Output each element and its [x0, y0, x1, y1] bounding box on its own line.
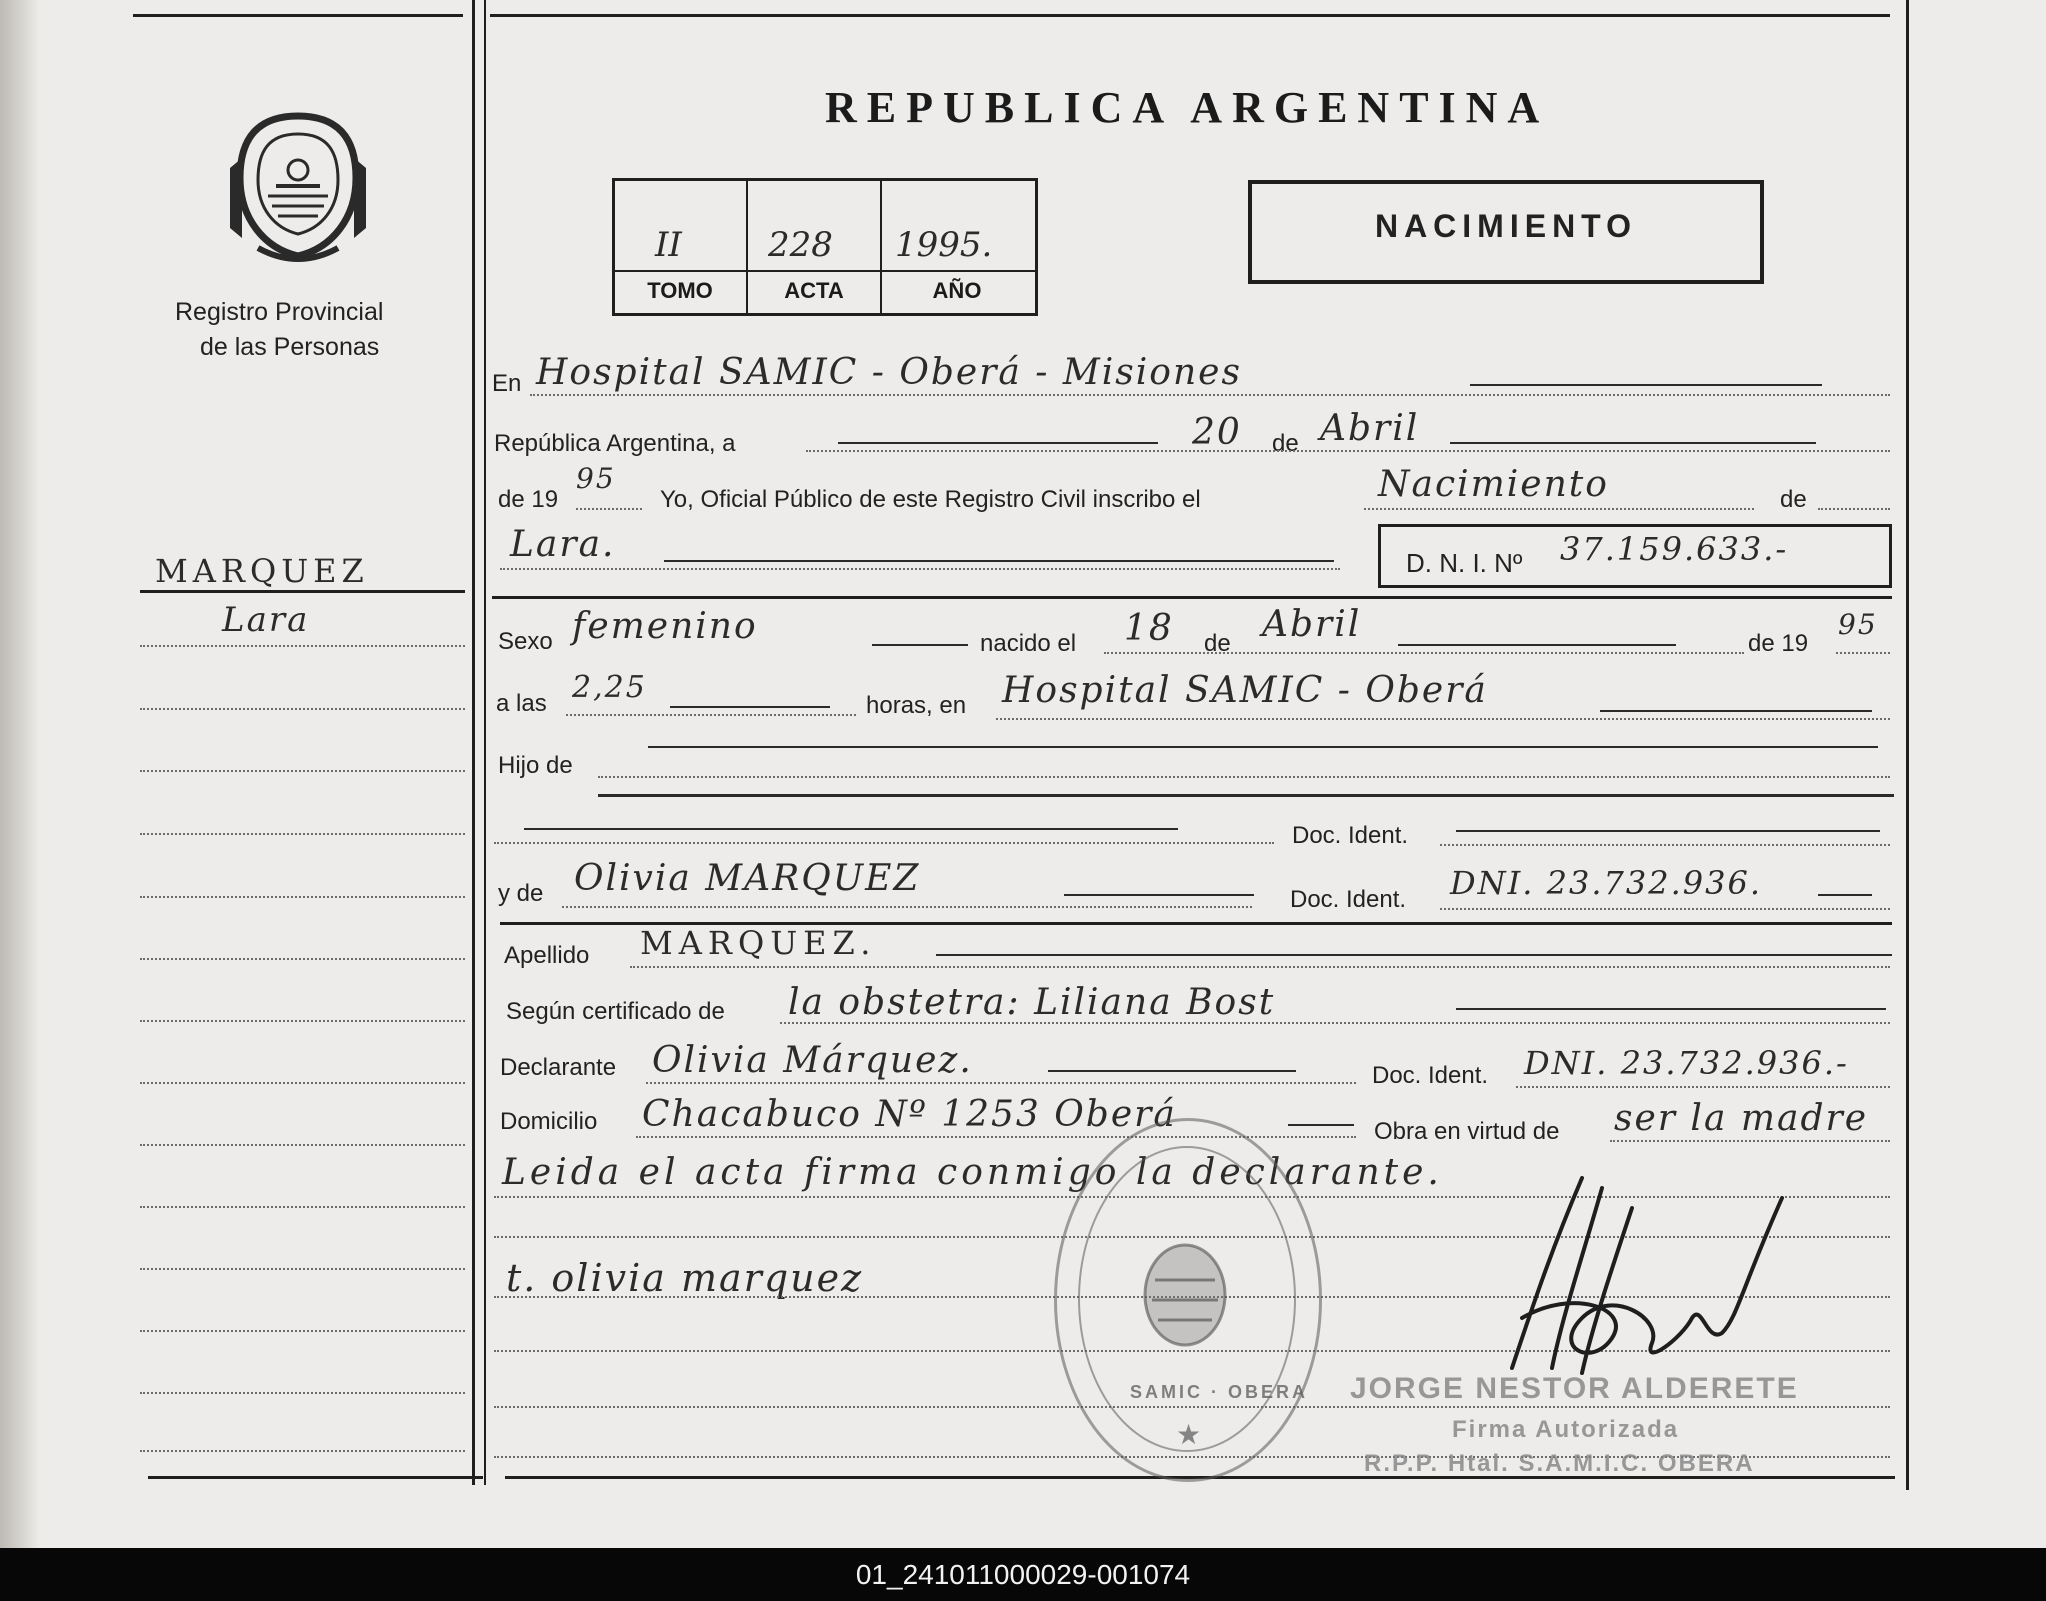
doc-ident-label: Doc. Ident.	[1290, 886, 1407, 913]
dotted-line	[576, 508, 642, 510]
margin-divider	[472, 0, 475, 1485]
sexo-label: Sexo	[498, 628, 553, 655]
margin-dotted-line	[140, 1450, 465, 1452]
doc-ident-label: Doc. Ident.	[1372, 1062, 1489, 1089]
place-value: Hospital SAMIC - Oberá - Misiones	[536, 352, 1242, 393]
dotted-line	[530, 394, 1890, 396]
fill-line	[1398, 644, 1676, 646]
obra-label: Obra en virtud de	[1374, 1118, 1560, 1145]
fill-line	[1456, 1008, 1886, 1010]
dotted-line	[1364, 508, 1754, 510]
tomo-value: II	[655, 225, 682, 265]
month-value: Abril	[1320, 408, 1420, 449]
frame-top-left	[133, 14, 463, 17]
fill-line	[664, 560, 1334, 562]
margin-dotted-line	[140, 1268, 465, 1270]
inscribe-value: Nacimiento	[1378, 464, 1609, 505]
fill-line	[598, 794, 1894, 797]
box-divider	[612, 270, 1035, 272]
ano-label: AÑO	[932, 278, 982, 303]
dotted-line	[494, 842, 1274, 844]
margin-dotted-line	[140, 1144, 465, 1146]
dotted-line	[806, 450, 1890, 452]
de19-label: de 19	[1748, 630, 1809, 657]
segun-label: Según certificado de	[506, 998, 725, 1025]
frame-bottom-left	[148, 1476, 483, 1479]
apellido-value: MARQUEZ.	[640, 924, 877, 962]
authority-role: Firma Autorizada	[1452, 1416, 1680, 1443]
dotted-line	[646, 1082, 1356, 1084]
dotted-line	[1610, 1140, 1890, 1142]
margin-dotted-line	[140, 645, 465, 647]
nacido-label: nacido el	[980, 630, 1077, 657]
de-label: de	[1204, 630, 1231, 657]
obra-value: ser la madre	[1614, 1098, 1869, 1139]
year-value: 95	[576, 462, 616, 495]
birth-year: 95	[1838, 608, 1878, 641]
stamp-emblem-icon	[1140, 1240, 1230, 1350]
stamp-text: SAMIC · OBERA	[1130, 1382, 1308, 1402]
birth-day: 18	[1124, 608, 1174, 649]
segun-value: la obstetra: Liliana Bost	[788, 982, 1276, 1023]
apellido-label: Apellido	[504, 942, 590, 969]
note-line: Leida el acta firma conmigo la declarante.	[502, 1152, 1443, 1193]
margin-dotted-line	[140, 708, 465, 710]
dotted-line	[1440, 908, 1890, 910]
dni-label: D. N. I. Nº	[1406, 548, 1523, 578]
ano-value: 1995.	[895, 225, 993, 265]
dni-value: 37.159.633.-	[1560, 530, 1789, 568]
margin-dotted-line	[140, 833, 465, 835]
registry-line-2: de las Personas	[200, 333, 380, 361]
de-label: de	[1272, 430, 1299, 457]
document-title: REPUBLICA ARGENTINA	[825, 83, 1550, 132]
margin-dotted-line	[140, 958, 465, 960]
dotted-line	[1516, 1086, 1890, 1088]
fill-line	[1048, 1070, 1296, 1072]
sexo-value: femenino	[572, 606, 758, 647]
inscribo-label: Yo, Oficial Público de este Registro Civil inscribo el	[660, 486, 1201, 513]
republica-label: República Argentina, a	[494, 430, 736, 457]
declarante-value: Olivia Márquez.	[652, 1040, 973, 1081]
registrar-signature	[1492, 1168, 1792, 1378]
de19-label: de 19	[498, 486, 559, 513]
dotted-line	[598, 776, 1890, 778]
domicilio-value: Chacabuco Nº 1253 Oberá	[642, 1094, 1177, 1135]
dotted-line	[566, 714, 856, 716]
margin-name: Lara	[222, 600, 310, 640]
declarante-dni: DNI. 23.732.936.-	[1524, 1044, 1849, 1082]
de-label: de	[1780, 486, 1807, 513]
fill-line	[936, 954, 1892, 956]
fill-line	[1288, 1124, 1354, 1126]
fill-line	[1450, 442, 1816, 444]
dotted-line	[780, 1022, 1890, 1024]
alas-label: a las	[496, 690, 547, 717]
margin-rule	[140, 590, 465, 593]
fill-line	[648, 746, 1878, 748]
dotted-line	[500, 568, 1340, 570]
fill-line	[838, 442, 1158, 444]
hijo-label: Hijo de	[498, 752, 573, 779]
margin-dotted-line	[140, 1392, 465, 1394]
registry-line-1: Registro Provincial	[175, 298, 384, 326]
authority-name: JORGE NESTOR ALDERETE	[1350, 1372, 1799, 1405]
dotted-line	[630, 966, 1890, 968]
dotted-line	[1440, 844, 1890, 846]
fill-line	[524, 828, 1178, 830]
dotted-line	[1104, 652, 1744, 654]
acta-value: 228	[768, 225, 833, 265]
mother-dni: DNI. 23.732.936.	[1450, 864, 1763, 902]
margin-dotted-line	[140, 896, 465, 898]
margin-divider-inner	[484, 0, 486, 1485]
scan-id-bar	[0, 1548, 2046, 1601]
dotted-line	[562, 906, 1252, 908]
scan-id: 01_241011000029-001074	[855, 1559, 1191, 1590]
margin-surname: MARQUEZ	[155, 552, 369, 590]
dotted-line	[996, 718, 1890, 720]
margin-dotted-line	[140, 1082, 465, 1084]
fill-line	[1456, 830, 1880, 832]
stamp-star-icon: ★	[1176, 1419, 1202, 1450]
birth-month: Abril	[1262, 604, 1362, 645]
authority-office: R.P.P. Htal. S.A.M.I.C. OBERA	[1364, 1450, 1755, 1477]
acta-label: ACTA	[784, 278, 844, 303]
record-type: NACIMIENTO	[1374, 208, 1638, 244]
birth-place: Hospital SAMIC - Oberá	[1002, 670, 1488, 711]
margin-dotted-line	[140, 770, 465, 772]
misiones-seal-icon	[228, 108, 368, 270]
fill-line	[1818, 894, 1872, 896]
margin-dotted-line	[140, 1020, 465, 1022]
day-value: 20	[1192, 412, 1242, 453]
frame-right	[1906, 0, 1909, 1490]
fill-line	[872, 644, 968, 646]
horas-label: horas, en	[866, 692, 967, 719]
person-name: Lara.	[510, 524, 616, 565]
fill-line	[670, 706, 830, 708]
dotted-line	[1818, 508, 1890, 510]
yde-label: y de	[498, 880, 544, 907]
margin-dotted-line	[140, 1330, 465, 1332]
margin-dotted-line	[140, 1206, 465, 1208]
hour-value: 2,25	[572, 670, 647, 705]
fill-line	[1600, 710, 1872, 712]
domicilio-label: Domicilio	[500, 1108, 598, 1135]
fill-line	[1470, 384, 1822, 386]
tomo-label: TOMO	[647, 278, 713, 303]
en-label: En	[492, 370, 522, 397]
declarante-label: Declarante	[500, 1054, 617, 1081]
fill-line	[1064, 894, 1254, 896]
section-rule	[492, 596, 1892, 599]
mother-signature: t. olivia marquez	[506, 1256, 864, 1300]
page-edge	[0, 0, 40, 1548]
doc-ident-label: Doc. Ident.	[1292, 822, 1409, 849]
dotted-line	[1836, 652, 1890, 654]
mother-name: Olivia MARQUEZ	[574, 858, 921, 899]
frame-top-right	[490, 14, 1890, 17]
